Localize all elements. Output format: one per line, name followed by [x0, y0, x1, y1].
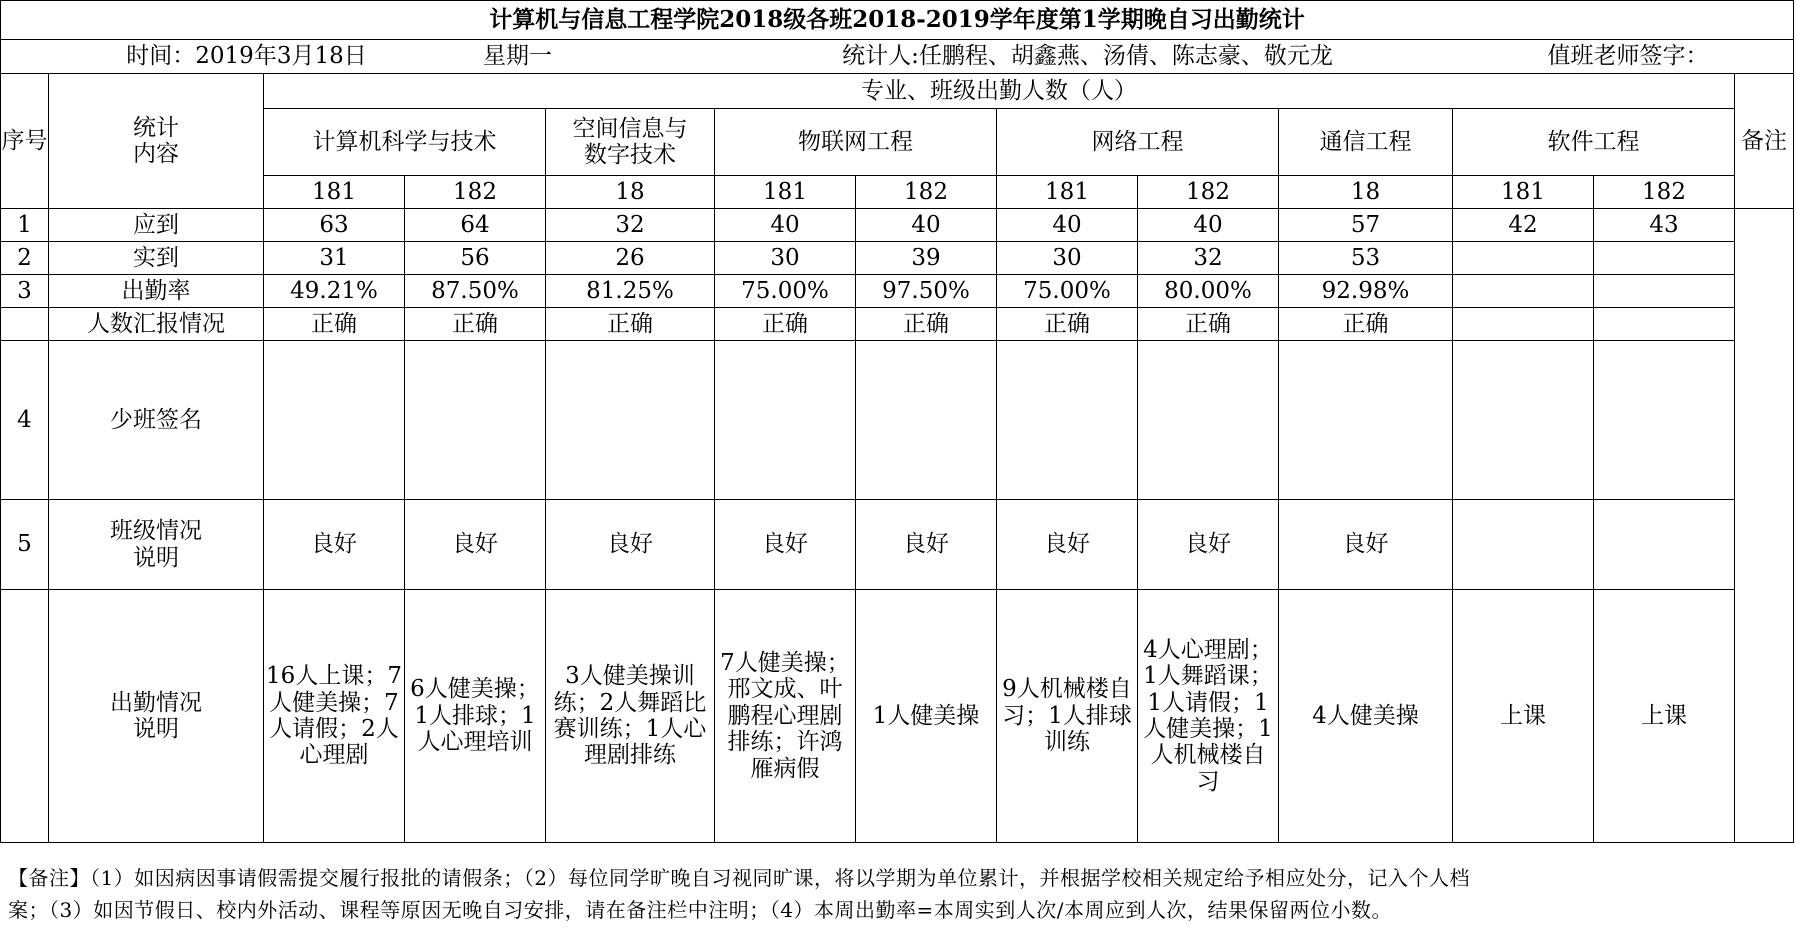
cell: 良好 [264, 500, 405, 590]
note-cell: 4人健美操 [1279, 590, 1453, 843]
signature-cell [1279, 341, 1453, 500]
major-spatial: 空间信息与 数字技术 [546, 109, 715, 176]
class-number: 181 [1453, 176, 1594, 209]
class-number: 182 [1138, 176, 1279, 209]
signature-cell [264, 341, 405, 500]
major-iot: 物联网工程 [715, 109, 997, 176]
major-software: 软件工程 [1453, 109, 1735, 176]
row-expected [1, 209, 1794, 242]
cell: 30 [997, 242, 1138, 275]
row-label: 出勤情况 说明 [49, 590, 264, 843]
class-number: 182 [405, 176, 546, 209]
cell: 75.00% [997, 275, 1138, 308]
cell: 26 [546, 242, 715, 275]
sheet-title: 计算机与信息工程学院2018级各班2018-2019学年度第1学期晚自习出勤统计 [1, 1, 1794, 40]
cell: 32 [1138, 242, 1279, 275]
cell [1594, 500, 1735, 590]
cell: 39 [856, 242, 997, 275]
cell: 40 [856, 209, 997, 242]
cell: 87.50% [405, 275, 546, 308]
cell: 良好 [715, 500, 856, 590]
row-report [1, 308, 1794, 341]
weekday-text: 星期一 [483, 43, 552, 70]
row-label: 出勤率 [49, 275, 264, 308]
major-telecom: 通信工程 [1279, 109, 1453, 176]
cell: 32 [546, 209, 715, 242]
note-cell: 9人机械楼自 习；1人排球 训练 [997, 590, 1138, 843]
cell: 80.00% [1138, 275, 1279, 308]
header-content-line1: 统计 [133, 114, 179, 141]
cell [1453, 242, 1594, 275]
cell: 良好 [405, 500, 546, 590]
note-cell: 上课 [1594, 590, 1735, 843]
cell: 良好 [1138, 500, 1279, 590]
row-label: 人数汇报情况 [49, 308, 264, 341]
class-number: 182 [856, 176, 997, 209]
cell: 43 [1594, 209, 1735, 242]
class-number: 182 [1594, 176, 1735, 209]
cell [1594, 308, 1735, 341]
footer-line1: 【备注】（1）如因病因事请假需提交履行报批的请假条；（2）每位同学旷晚自习视同旷课，将以学期为单位累计，并根据学校相关规定给予相应处分，记入个人档 [8, 866, 1470, 890]
note-cell: 3人健美操训 练；2人舞蹈比 赛训练；1人心 理剧排练 [546, 590, 715, 843]
teacher-signature-label: 值班老师签字： [1547, 43, 1709, 70]
header-content [49, 74, 264, 209]
cell: 良好 [546, 500, 715, 590]
cell [1594, 275, 1735, 308]
header-content-line2: 内容 [133, 141, 179, 167]
class-number: 181 [264, 176, 405, 209]
cell: 正确 [1138, 308, 1279, 341]
cell: 57 [1279, 209, 1453, 242]
footer-notes [8, 862, 1788, 926]
cell [1453, 500, 1594, 590]
row-signature [1, 341, 1794, 500]
class-number: 18 [1279, 176, 1453, 209]
row-label: 实到 [49, 242, 264, 275]
note-cell: 1人健美操 [856, 590, 997, 843]
signature-cell [997, 341, 1138, 500]
cell: 31 [264, 242, 405, 275]
cell: 63 [264, 209, 405, 242]
row-seq [1, 590, 49, 843]
cell: 正确 [546, 308, 715, 341]
row-seq: 5 [1, 500, 49, 590]
cell: 良好 [997, 500, 1138, 590]
header-seq: 序号 [1, 74, 49, 209]
cell: 正确 [264, 308, 405, 341]
row-seq: 1 [1, 209, 49, 242]
cell [1453, 275, 1594, 308]
footer-line2: 案；（3）如因节假日、校内外活动、课程等原因无晚自习安排，请在备注栏中注明；（4）本周出勤率=本周实到人次/本周应到人次，结果保留两位小数。 [8, 898, 1392, 922]
cell [1453, 308, 1594, 341]
note-cell: 4人心理剧； 1人舞蹈课； 1人请假；1 人健美操；1 人机械楼自 习 [1138, 590, 1279, 843]
class-number: 181 [715, 176, 856, 209]
signature-cell [1594, 341, 1735, 500]
class-number: 181 [997, 176, 1138, 209]
date-text: 时间：2019年3月18日 [126, 43, 367, 70]
cell [1594, 242, 1735, 275]
class-number: 18 [546, 176, 715, 209]
cell: 42 [1453, 209, 1594, 242]
cell: 56 [405, 242, 546, 275]
cell: 40 [715, 209, 856, 242]
cell: 40 [1138, 209, 1279, 242]
signature-cell [1138, 341, 1279, 500]
row-label: 班级情况 说明 [49, 500, 264, 590]
cell: 良好 [1279, 500, 1453, 590]
counters-text: 统计人:任鹏程、胡鑫燕、汤倩、陈志豪、敬元龙 [842, 43, 1333, 70]
note-cell: 16人上课；7 人健美操；7 人请假；2人 心理剧 [264, 590, 405, 843]
row-class-status [1, 500, 1794, 590]
signature-cell [715, 341, 856, 500]
row-seq: 4 [1, 341, 49, 500]
row-attendance-note [1, 590, 1794, 843]
row-seq [1, 308, 49, 341]
cell: 97.50% [856, 275, 997, 308]
row-label: 应到 [49, 209, 264, 242]
info-row [1, 40, 1794, 74]
cell: 81.25% [546, 275, 715, 308]
major-cs: 计算机科学与技术 [264, 109, 546, 176]
cell: 正确 [997, 308, 1138, 341]
signature-cell [1453, 341, 1594, 500]
cell: 49.21% [264, 275, 405, 308]
note-cell: 7人健美操； 邢文成、叶 鹏程心理剧 排练；许鸿 雁病假 [715, 590, 856, 843]
row-seq: 3 [1, 275, 49, 308]
signature-cell [546, 341, 715, 500]
cell: 正确 [856, 308, 997, 341]
cell: 53 [1279, 242, 1453, 275]
note-cell: 6人健美操； 1人排球；1 人心理培训 [405, 590, 546, 843]
signature-cell [405, 341, 546, 500]
cell: 64 [405, 209, 546, 242]
cell: 正确 [405, 308, 546, 341]
major-network: 网络工程 [997, 109, 1279, 176]
row-rate [1, 275, 1794, 308]
cell: 92.98% [1279, 275, 1453, 308]
cell: 40 [997, 209, 1138, 242]
signature-cell [856, 341, 997, 500]
cell: 正确 [1279, 308, 1453, 341]
cell: 良好 [856, 500, 997, 590]
cell: 30 [715, 242, 856, 275]
cell: 正确 [715, 308, 856, 341]
header-remark: 备注 [1735, 74, 1794, 209]
remark-cell [1735, 209, 1794, 843]
note-cell: 上课 [1453, 590, 1594, 843]
row-seq: 2 [1, 242, 49, 275]
header-group: 专业、班级出勤人数（人） [264, 74, 1735, 109]
cell: 75.00% [715, 275, 856, 308]
row-label: 少班签名 [49, 341, 264, 500]
row-actual [1, 242, 1794, 275]
